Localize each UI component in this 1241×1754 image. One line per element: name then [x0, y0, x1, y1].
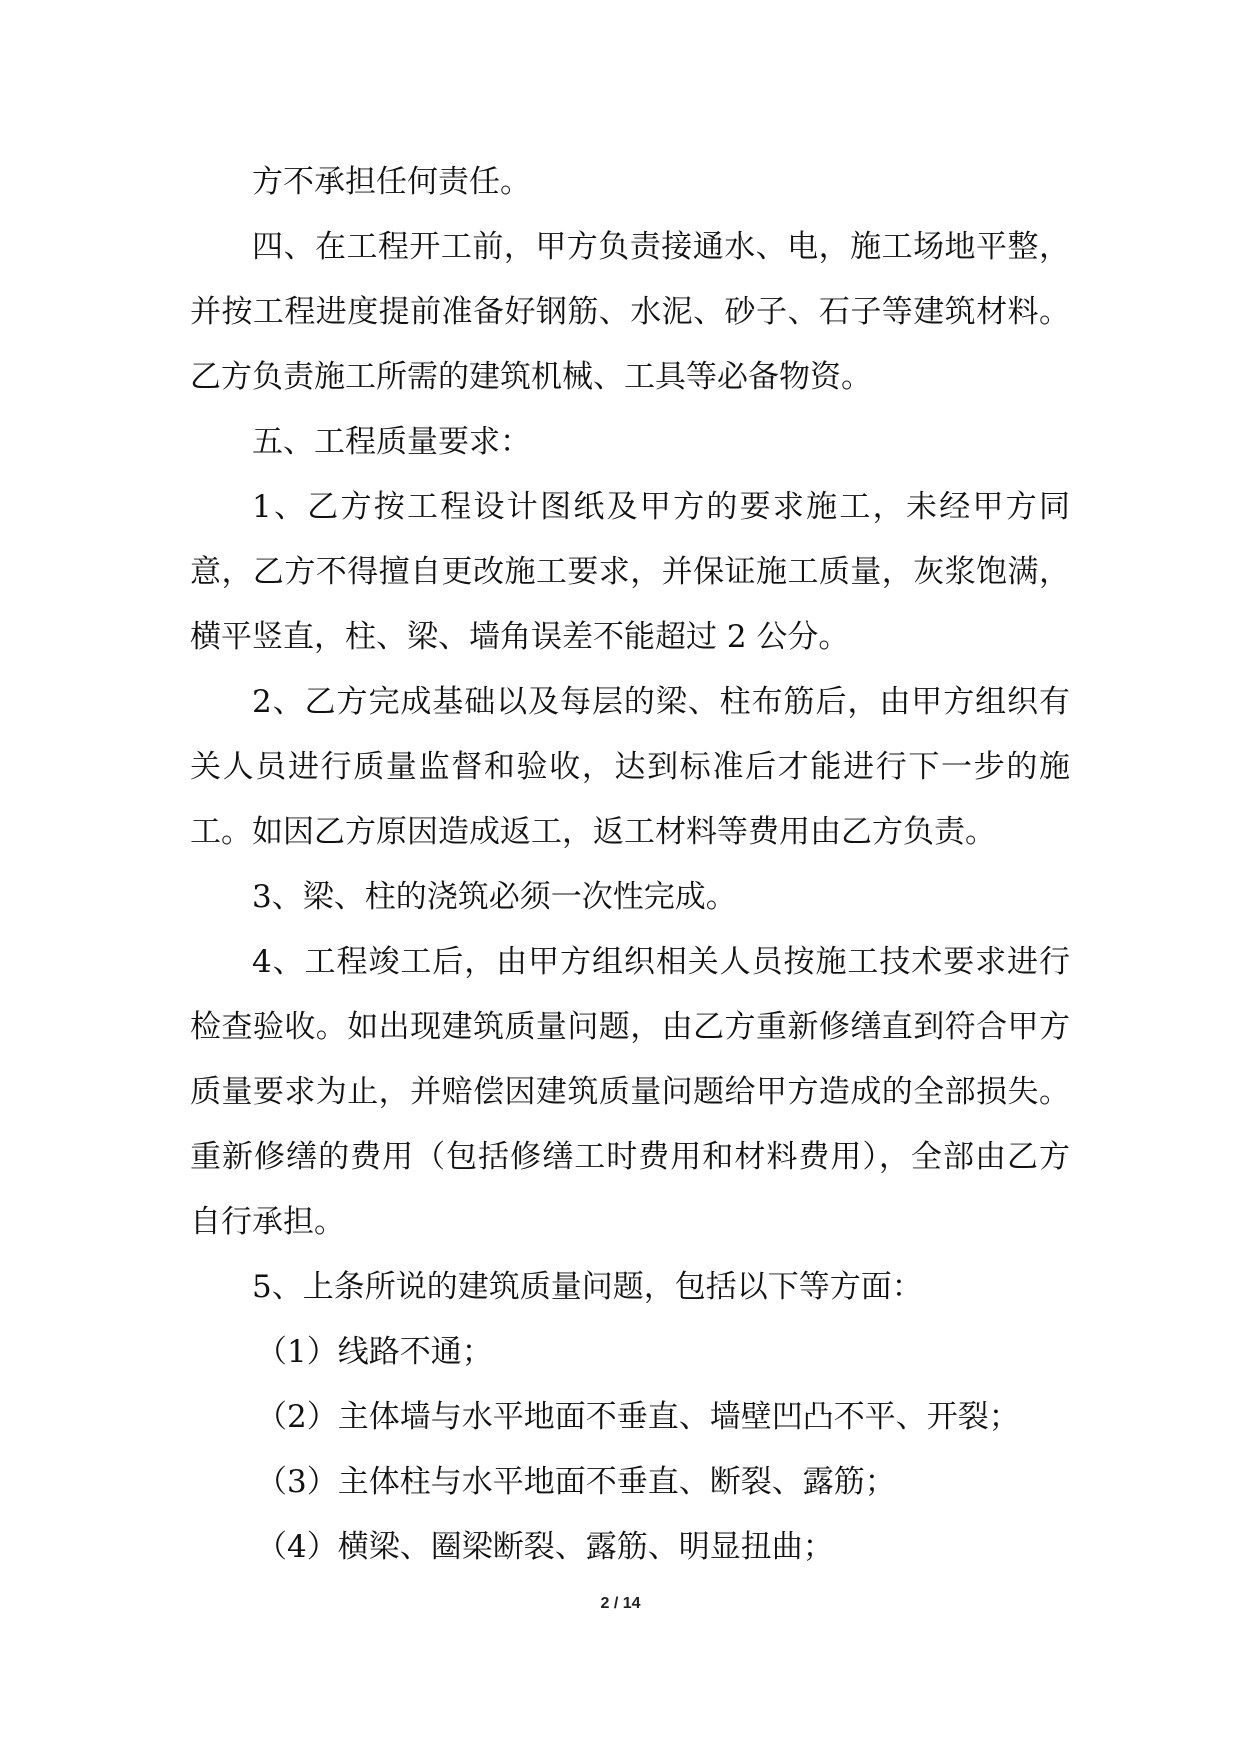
paragraph-2: 四、在工程开工前，甲方负责接通水、电，施工场地平整，并按工程进度提前准备好钢筋、水泥、砂子、石子等建筑材料。乙方负责施工所需的建筑机械、工具等必备物资。 — [190, 229, 1070, 395]
document-body — [190, 150, 1070, 1580]
paragraph-7: 4、工程竣工后，由甲方组织相关人员按施工技术要求进行检查验收。如出现建筑质量问题，由乙方重新修缮直到符合甲方质量要求为止，并赔偿因建筑质量问题给甲方造成的全部损失。重新修缮的费用（包括修缮工时费用和材料费用），全部由乙方自行承担。 — [190, 944, 1070, 1240]
paragraph-8: 5、上条所说的建筑质量问题，包括以下等方面： — [252, 1269, 923, 1305]
list-item-2: （2）主体墙与水平地面不垂直、墙壁凹凸不平、开裂； — [256, 1399, 1020, 1435]
page-number: 2 / 14 — [600, 1595, 641, 1612]
paragraph-1: 方不承担任何责任。 — [252, 164, 531, 200]
list-item-3: （3）主体柱与水平地面不垂直、断裂、露筋； — [256, 1464, 896, 1500]
paragraph-4: 1、乙方按工程设计图纸及甲方的要求施工，未经甲方同意，乙方不得擅自更改施工要求，并保证施工质量，灰浆饱满，横平竖直，柱、梁、墙角误差不能超过 2 公分。 — [190, 489, 1070, 655]
list-item-4: （4）横梁、圈梁断裂、露筋、明显扭曲； — [256, 1529, 834, 1565]
paragraph-6: 3、梁、柱的浇筑必须一次性完成。 — [252, 879, 737, 915]
paragraph-5: 2、乙方完成基础以及每层的梁、柱布筋后，由甲方组织有关人员进行质量监督和验收，达到标准后才能进行下一步的施工。如因乙方原因造成返工，返工材料等费用由乙方负责。 — [190, 684, 1070, 850]
paragraph-3: 五、工程质量要求： — [252, 424, 531, 460]
list-item-1: （1）线路不通； — [256, 1334, 493, 1370]
